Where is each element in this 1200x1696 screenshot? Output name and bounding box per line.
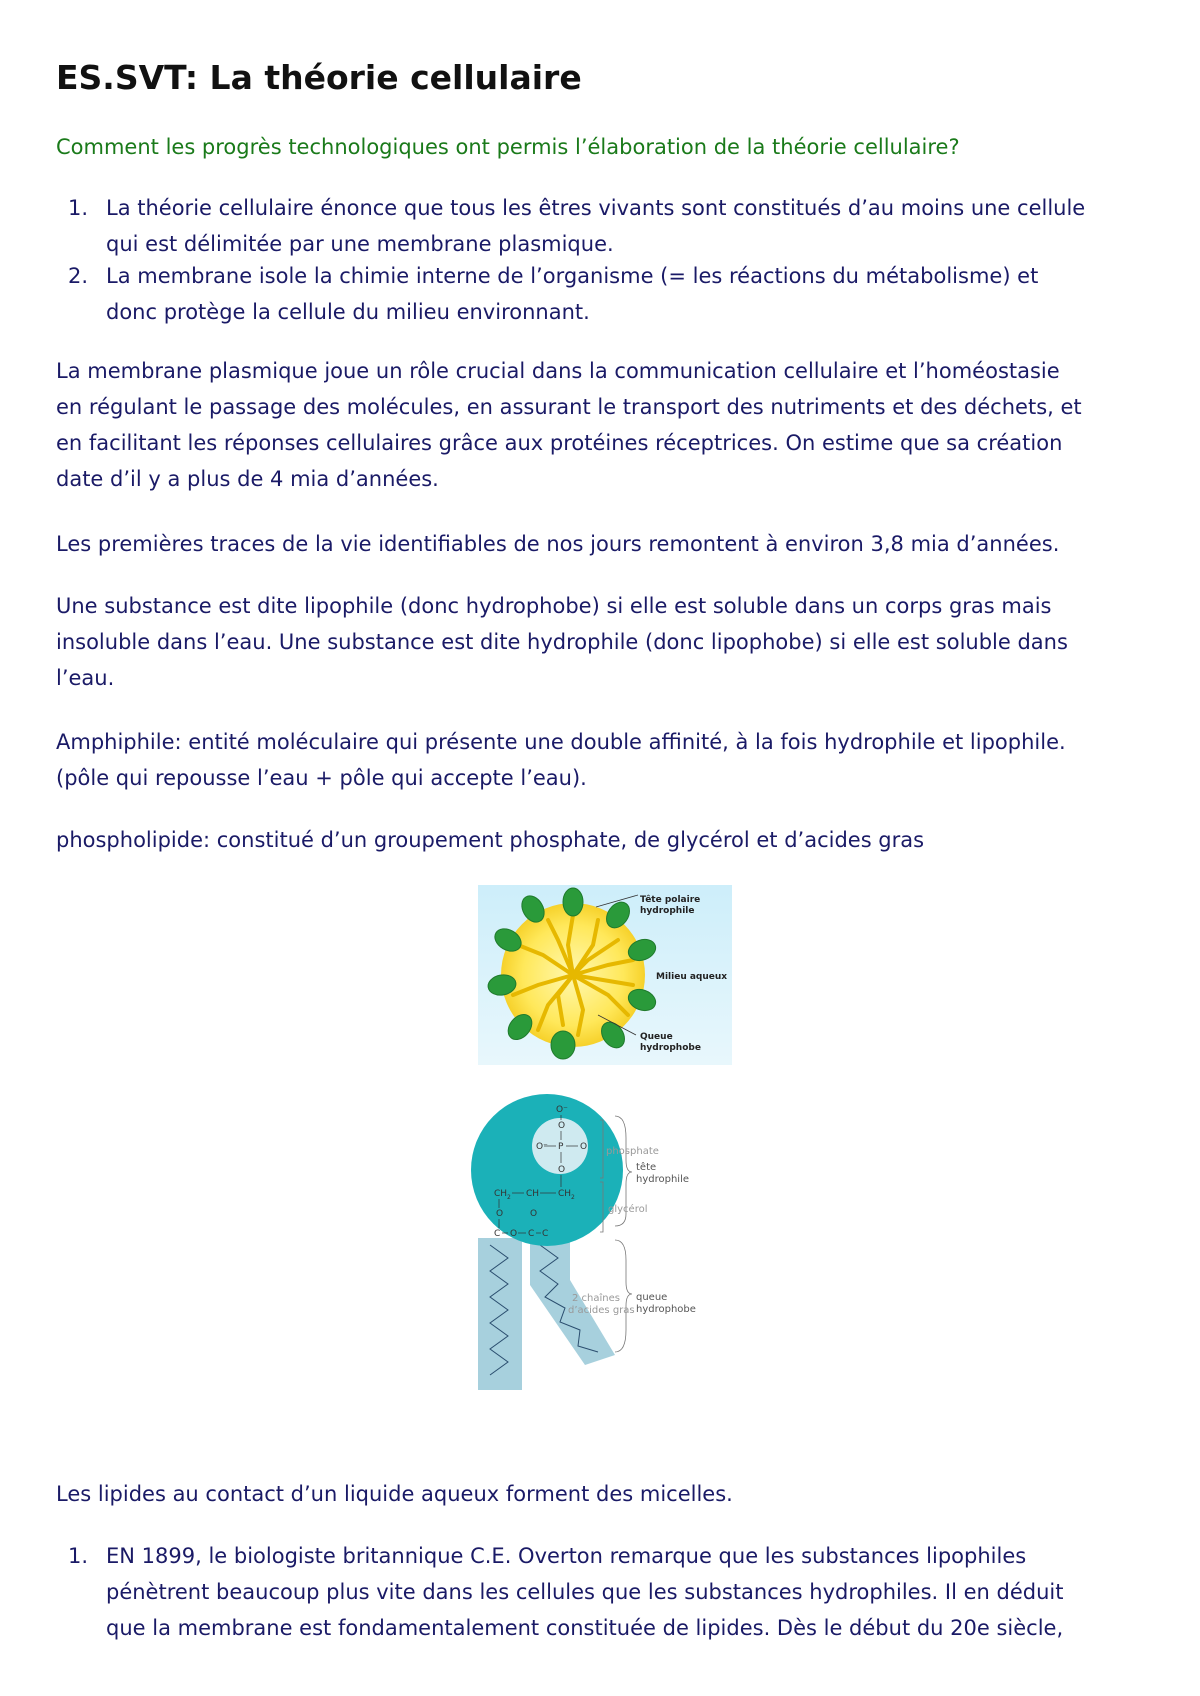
atom: O — [558, 1121, 566, 1131]
paragraph-lipophile — [56, 588, 1156, 696]
text-line: que la membrane est fondamentalement constituée de lipides. Dès le début du 20e siècle, — [106, 1616, 1064, 1640]
atom: C — [528, 1229, 535, 1239]
text-line: pénètrent beaucoup plus vite dans les cellules que les substances hydrophiles. Il en déduit — [106, 1580, 1064, 1604]
label-chains-2: d’acides gras — [568, 1305, 635, 1316]
label-tail-2: hydrophobe — [640, 1043, 701, 1053]
text-line: en régulant le passage des molécules, en assurant le transport des nutriments et des déchets, et — [56, 395, 1082, 419]
label-head-1: tête — [636, 1162, 657, 1173]
atom: P — [558, 1142, 564, 1152]
text-line: Les lipides au contact d’un liquide aqueux forment des micelles. — [56, 1482, 733, 1506]
text-line: qui est délimitée par une membrane plasmique. — [106, 232, 614, 256]
micelle-figure — [478, 885, 732, 1065]
text-line: (pôle qui repousse l’eau + pôle qui accepte l’eau). — [56, 766, 587, 790]
atom: CH — [558, 1189, 572, 1199]
label-head-1: Tête polaire — [640, 895, 701, 905]
phospholipid-figure — [450, 1090, 770, 1400]
paragraph-phospholipide — [56, 822, 1156, 858]
atom: O — [558, 1165, 566, 1175]
atom: C — [542, 1229, 549, 1239]
atom: O — [510, 1229, 518, 1239]
text-line: Amphiphile: entité moléculaire qui présente une double affinité, à la fois hydrophile et lipophile. — [56, 730, 1066, 754]
text-line: donc protège la cellule du milieu environnant. — [106, 300, 590, 324]
paragraph-membrane — [56, 353, 1156, 497]
text-line: phospholipide: constitué d’un groupement phosphate, de glycérol et d’acides gras — [56, 828, 925, 852]
list-number: 2. — [68, 264, 89, 288]
atom: O⁻ — [536, 1142, 548, 1152]
text-line: La membrane isole la chimie interne de l’organisme (= les réactions du métabolisme) et — [106, 264, 1039, 288]
atom: 2 — [571, 1194, 575, 1201]
numbered-list-1 — [56, 190, 1156, 330]
atom: O — [580, 1142, 588, 1152]
atom: O — [496, 1209, 504, 1219]
atom: C — [494, 1229, 501, 1239]
paragraph-traces — [56, 526, 1156, 562]
label-tail-1: Queue — [640, 1032, 673, 1042]
atom: O⁻ — [556, 1105, 568, 1115]
atom: 2 — [507, 1194, 511, 1201]
list-number: 1. — [68, 196, 89, 220]
text-line: en facilitant les réponses cellulaires grâce aux protéines réceptrices. On estime que sa création — [56, 431, 1063, 455]
text-line: EN 1899, le biologiste britannique C.E. Overton remarque que les substances lipophiles — [106, 1544, 1027, 1568]
label-glycerol: glycérol — [608, 1204, 648, 1215]
list-item — [56, 1538, 1156, 1646]
text-line: Les premières traces de la vie identifiables de nos jours remontent à environ 3,8 mia d’années. — [56, 532, 1060, 556]
page-subtitle: Comment les progrès technologiques ont permis l’élaboration de la théorie cellulaire? — [56, 135, 960, 159]
text-line: Une substance est dite lipophile (donc hydrophobe) si elle est soluble dans un corps gras mais — [56, 594, 1052, 618]
label-tail-2: hydrophobe — [636, 1304, 696, 1315]
text-line: insoluble dans l’eau. Une substance est dite hydrophile (donc lipophobe) si elle est soluble dans — [56, 630, 1068, 654]
label-phosphate: phosphate — [606, 1146, 659, 1157]
list-item — [56, 258, 1156, 330]
label-chains-1: 2 chaînes — [572, 1293, 620, 1304]
text-line: l’eau. — [56, 666, 115, 690]
text-line: date d’il y a plus de 4 mia d’années. — [56, 467, 439, 491]
paragraph-amphiphile — [56, 724, 1156, 796]
label-tail-1: queue — [636, 1292, 668, 1303]
paragraph-micelles — [56, 1476, 1156, 1512]
atom: O — [530, 1209, 538, 1219]
atom: CH — [526, 1189, 540, 1199]
atom: CH — [494, 1189, 508, 1199]
page-title: ES.SVT: La théorie cellulaire — [56, 58, 582, 97]
label-medium: Milieu aqueux — [656, 972, 728, 982]
label-head-2: hydrophile — [640, 906, 695, 916]
list-item — [56, 190, 1156, 262]
numbered-list-2 — [56, 1538, 1156, 1646]
list-number: 1. — [68, 1544, 89, 1568]
label-head-2: hydrophile — [636, 1174, 690, 1185]
text-line: La membrane plasmique joue un rôle crucial dans la communication cellulaire et l’homéostasie — [56, 359, 1060, 383]
text-line: La théorie cellulaire énonce que tous les êtres vivants sont constitués d’au moins une cellule — [106, 196, 1086, 220]
